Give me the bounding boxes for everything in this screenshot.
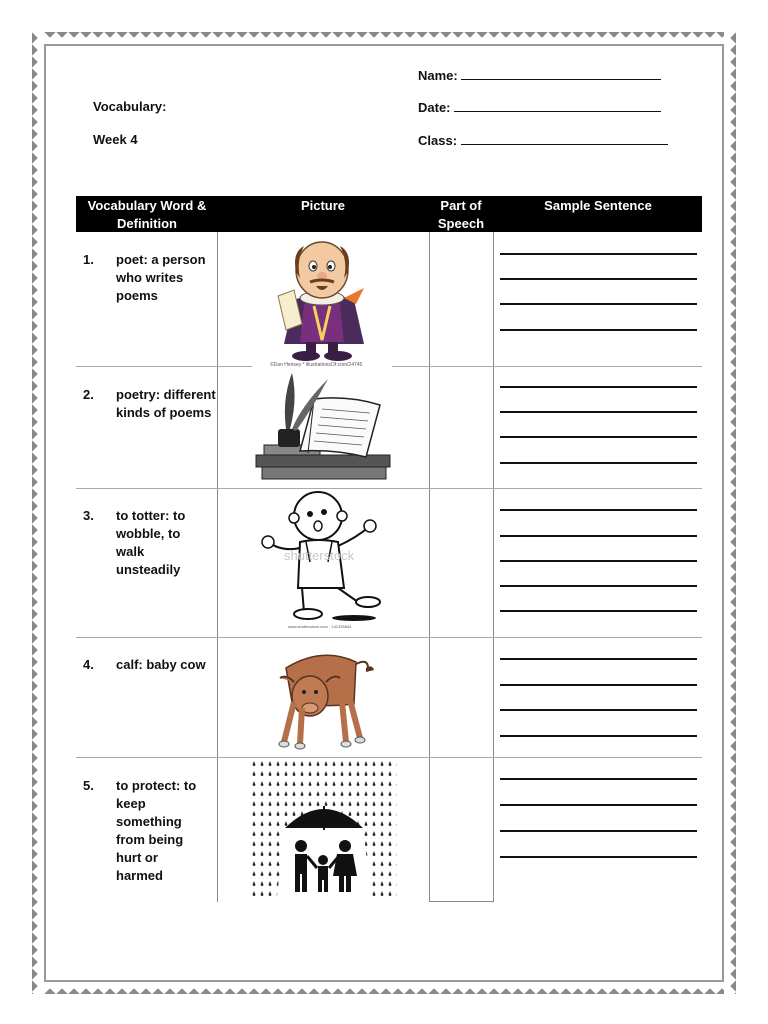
week-label: Week 4 xyxy=(93,132,138,147)
sentence-line[interactable] xyxy=(500,436,697,438)
sentence-line[interactable] xyxy=(500,658,697,660)
sentence-line[interactable] xyxy=(500,535,697,537)
row-definition: poetry: different kinds of poems xyxy=(116,387,216,420)
table-header xyxy=(76,196,702,232)
sentence-line[interactable] xyxy=(500,303,697,305)
grid-line-vertical xyxy=(217,232,218,902)
picture-credit: www.shutterstock.com · 141335644 xyxy=(288,624,352,629)
date-blank[interactable] xyxy=(454,99,661,112)
sentence-line[interactable] xyxy=(500,709,697,711)
row-number: 4. xyxy=(83,657,94,672)
header-sample-sentence: Sample Sentence xyxy=(544,198,652,213)
class-blank[interactable] xyxy=(461,132,668,145)
calf-image xyxy=(272,638,376,752)
row-definition: calf: baby cow xyxy=(116,657,206,672)
header-part-of-speech: Part of Speech xyxy=(437,198,485,231)
sentence-line[interactable] xyxy=(500,386,697,388)
row-divider xyxy=(76,488,702,489)
row-number: 5. xyxy=(83,778,94,793)
header-picture: Picture xyxy=(300,198,346,213)
sentence-line[interactable] xyxy=(500,778,697,780)
shakespeare-cartoon-image xyxy=(252,232,392,368)
sentence-line[interactable] xyxy=(500,253,697,255)
row-definition: to totter: to wobble, to walk unsteadily xyxy=(116,508,186,577)
header-vocab-word: Vocabulary Word & Definition xyxy=(87,198,207,231)
date-field[interactable] xyxy=(418,99,661,115)
row-divider xyxy=(76,637,702,638)
watermark: shutterstock xyxy=(284,548,355,563)
name-label: Name: xyxy=(418,68,458,83)
sentence-line[interactable] xyxy=(500,856,697,858)
border-zigzag-bottom xyxy=(32,982,736,994)
row-number: 1. xyxy=(83,252,94,267)
grid-line-horizontal xyxy=(429,901,494,902)
tottering-boy-image xyxy=(258,490,386,632)
quill-and-books-image xyxy=(252,369,394,485)
row-number: 3. xyxy=(83,508,94,523)
row-divider xyxy=(76,757,702,758)
border-zigzag-right xyxy=(724,32,736,994)
page-title: Vocabulary: xyxy=(93,99,167,114)
sentence-line[interactable] xyxy=(500,329,697,331)
border-zigzag-left xyxy=(32,32,44,994)
row-definition: poet: a person who writes poems xyxy=(116,252,206,303)
sentence-line[interactable] xyxy=(500,560,697,562)
sentence-line[interactable] xyxy=(500,830,697,832)
sentence-line[interactable] xyxy=(500,684,697,686)
picture-credit: ©Dan Hensey * illustrationsOf.com/24745 xyxy=(270,362,363,368)
name-field[interactable] xyxy=(418,67,661,83)
sentence-line[interactable] xyxy=(500,509,697,511)
sentence-line[interactable] xyxy=(500,585,697,587)
umbrella-family-image xyxy=(251,760,397,896)
row-number: 2. xyxy=(83,387,94,402)
date-label: Date: xyxy=(418,100,451,115)
sentence-line[interactable] xyxy=(500,804,697,806)
row-definition: to protect: to keep something from being hurt or harmed xyxy=(116,778,197,883)
grid-line-vertical xyxy=(493,232,494,902)
grid-line-vertical xyxy=(429,232,430,902)
sentence-line[interactable] xyxy=(500,462,697,464)
name-blank[interactable] xyxy=(461,67,661,80)
border-zigzag-top xyxy=(32,32,736,44)
sentence-line[interactable] xyxy=(500,411,697,413)
sentence-line[interactable] xyxy=(500,735,697,737)
sentence-line[interactable] xyxy=(500,610,697,612)
class-label: Class: xyxy=(418,133,458,148)
class-field[interactable] xyxy=(418,132,668,148)
sentence-line[interactable] xyxy=(500,278,697,280)
